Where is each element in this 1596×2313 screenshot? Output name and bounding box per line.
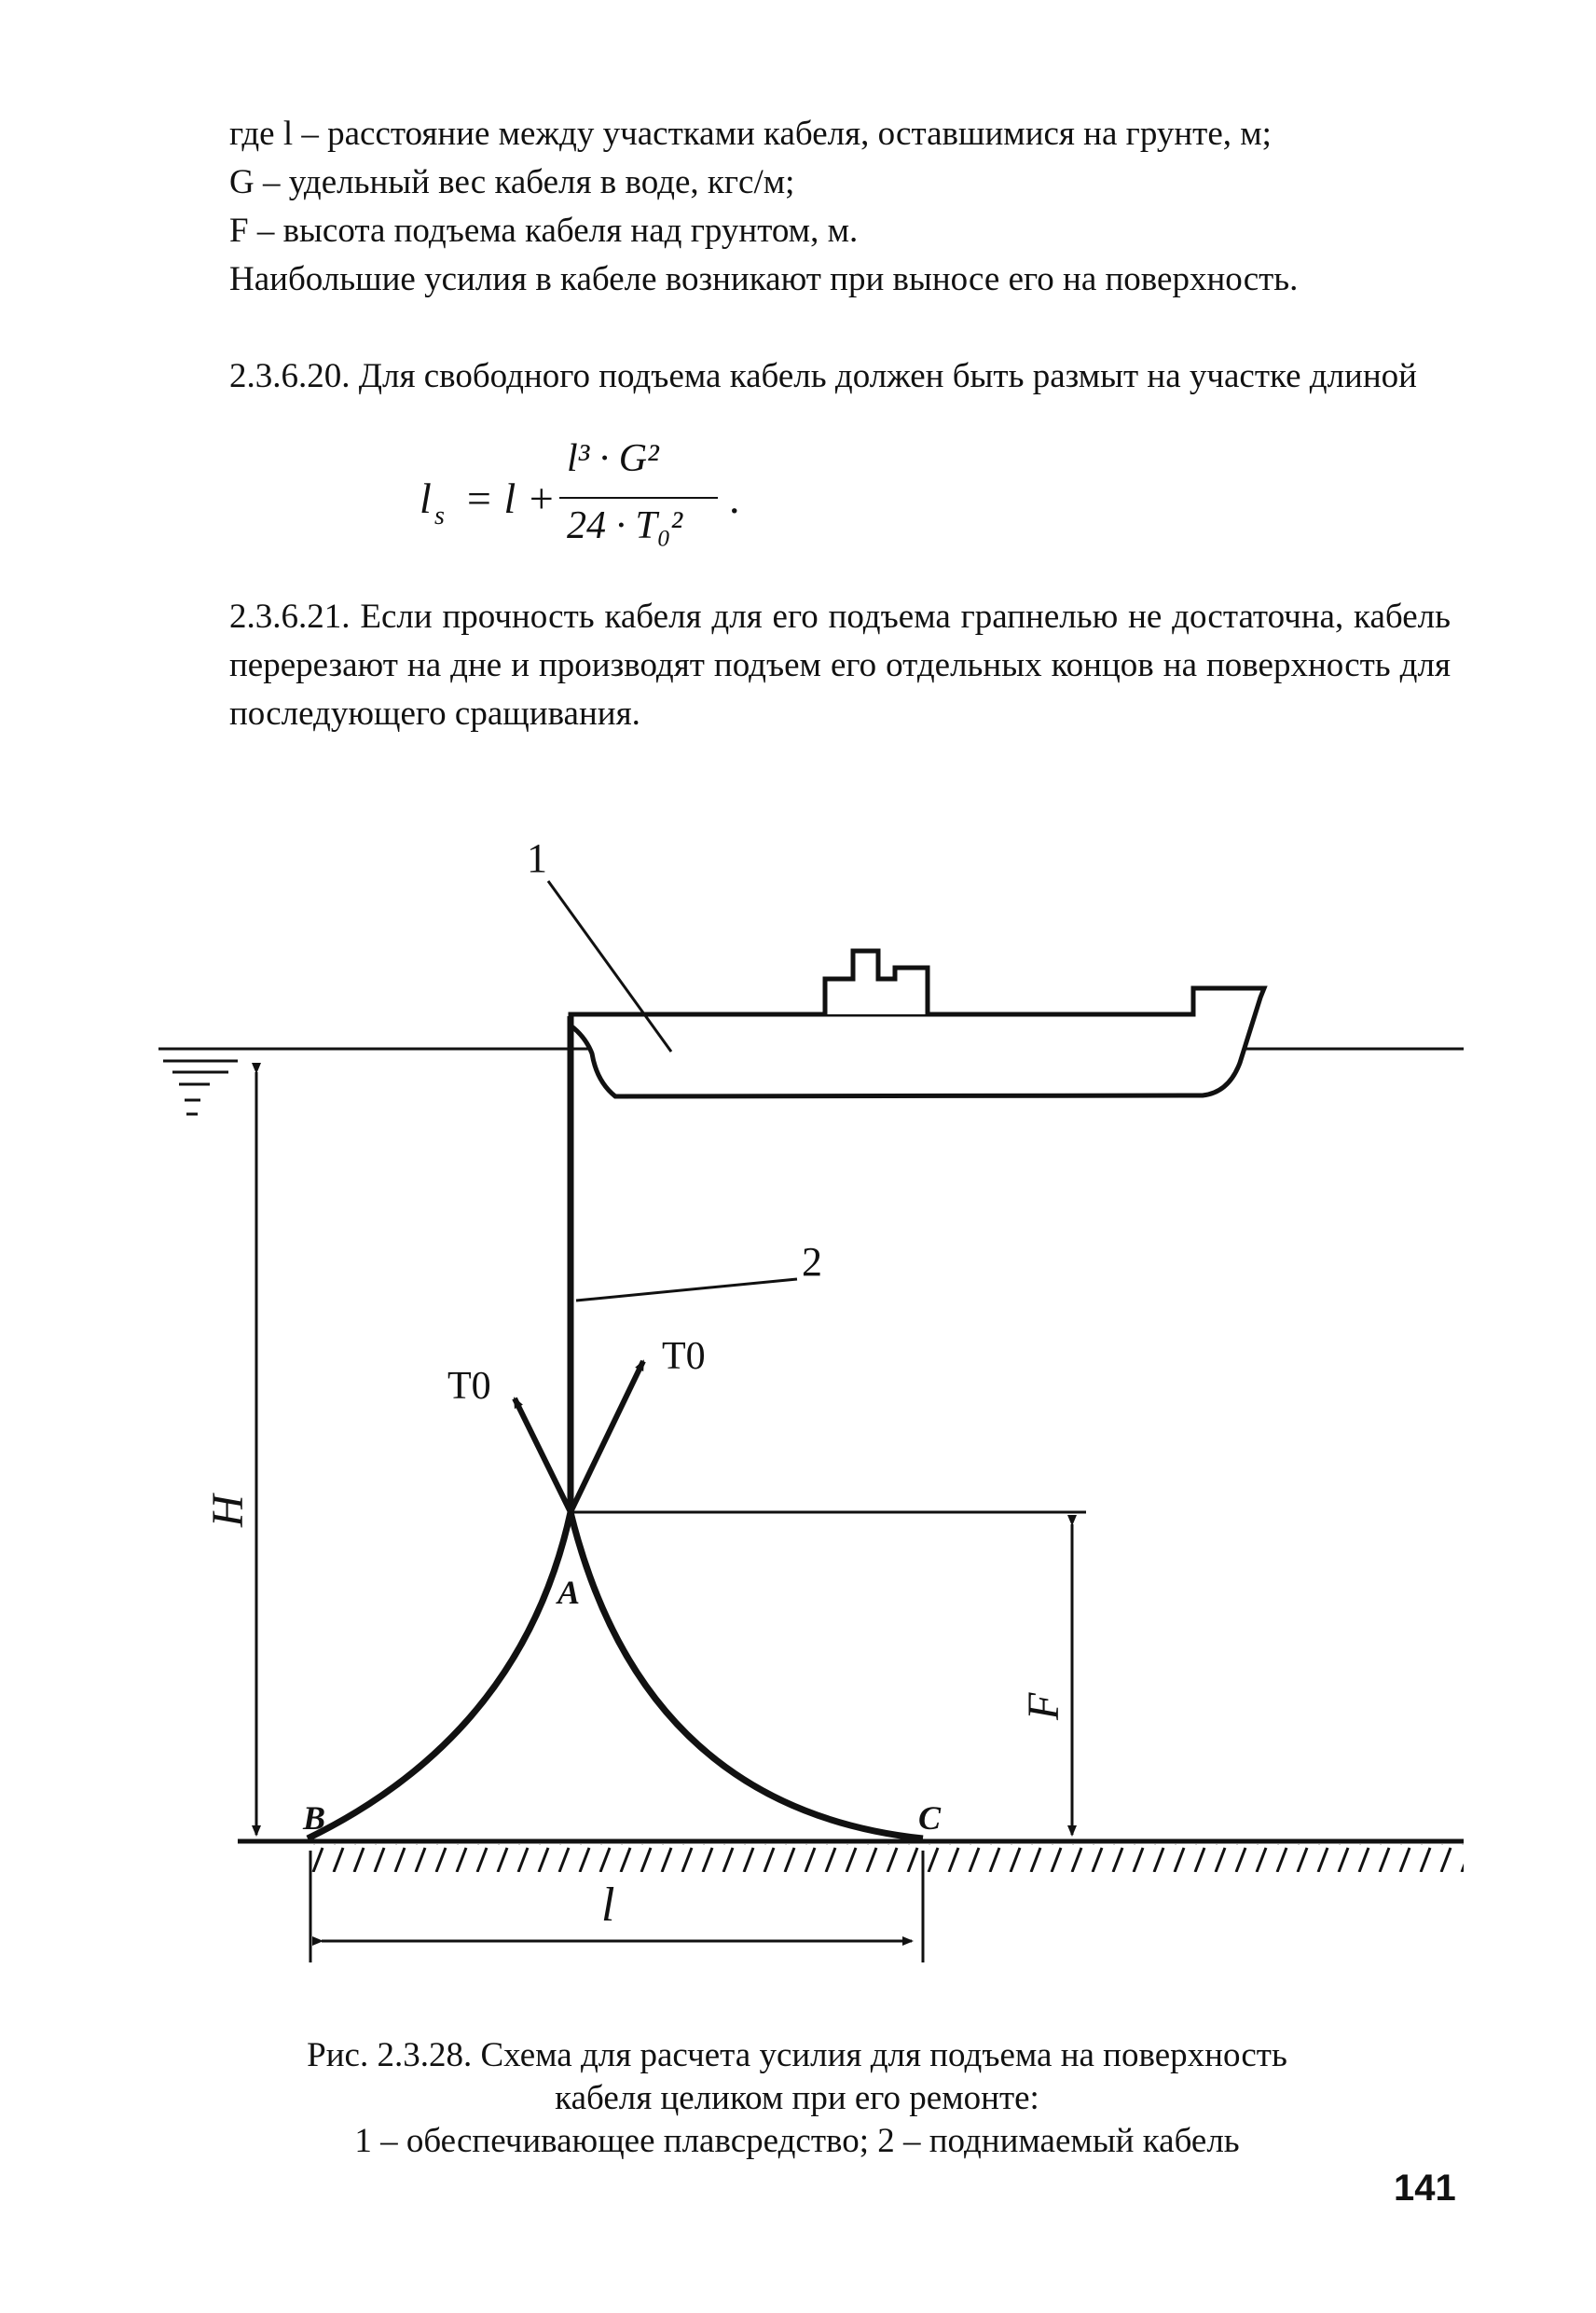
paragraph-2-3-6-21-text: 2.3.6.21. Если прочность кабеля для его подъема грапнелью не достаточна, кабель перерезают на дне и производят подъем его отдельных концов на поверхность для последующего сращивания.	[229, 598, 1451, 733]
paragraph-max-force-text: Наибольшие усилия в кабеле возникают при выносе его на поверхность.	[229, 260, 1299, 298]
vessel-icon	[571, 951, 1264, 1096]
formula-lhs-subscript: s	[434, 502, 445, 530]
formula-lhs: l	[420, 475, 432, 522]
label-vessel-number: 1	[527, 835, 547, 881]
label-t0-left: T0	[447, 1365, 491, 1408]
label-point-a: A	[557, 1574, 581, 1611]
definition-g: G – удельный вес кабеля в воде, кгс/м;	[229, 163, 795, 201]
leader-line-cable	[576, 1279, 797, 1301]
paragraph-2-3-6-20-text: 2.3.6.20. Для свободного подъема кабель должен быть размыт на участке длиной	[229, 357, 1417, 395]
seabed-hatching	[308, 1844, 1464, 1872]
tension-arrow-right	[571, 1361, 643, 1512]
caption-line-3: 1 – обеспечивающее плавсредство; 2 – поднимаемый кабель	[354, 2122, 1240, 2160]
caption-line-1: Рис. 2.3.28. Схема для расчета усилия для подъема на поверхность	[307, 2036, 1287, 2074]
caption-line-2: кабеля целиком при его ремонте:	[555, 2079, 1039, 2117]
label-l: l	[601, 1879, 615, 1932]
label-h: H	[203, 1494, 253, 1527]
label-point-c: C	[918, 1799, 942, 1837]
formula-equals-plus: = l +	[464, 475, 556, 522]
formula-denominator: 24 · T₀²	[567, 504, 683, 547]
label-t0-right: T0	[662, 1335, 706, 1378]
definition-l: где l – расстояние между участками кабеля, оставшимися на грунте, м;	[229, 115, 1272, 153]
label-cable-number: 2	[802, 1239, 822, 1285]
water-level-icon	[163, 1061, 238, 1114]
figure-caption	[186, 2034, 1408, 2163]
label-point-b: B	[303, 1799, 326, 1837]
label-f: F	[1019, 1692, 1068, 1720]
tension-arrow-left	[515, 1398, 571, 1512]
page-number: 141	[1394, 2168, 1456, 2209]
formula-period: .	[729, 475, 740, 522]
cable-curve-right	[571, 1512, 923, 1838]
formula-numerator: l³ · G²	[567, 437, 659, 480]
definition-f: F – высота подъема кабеля над грунтом, м.	[229, 212, 859, 250]
cable-curve-left	[308, 1512, 571, 1838]
